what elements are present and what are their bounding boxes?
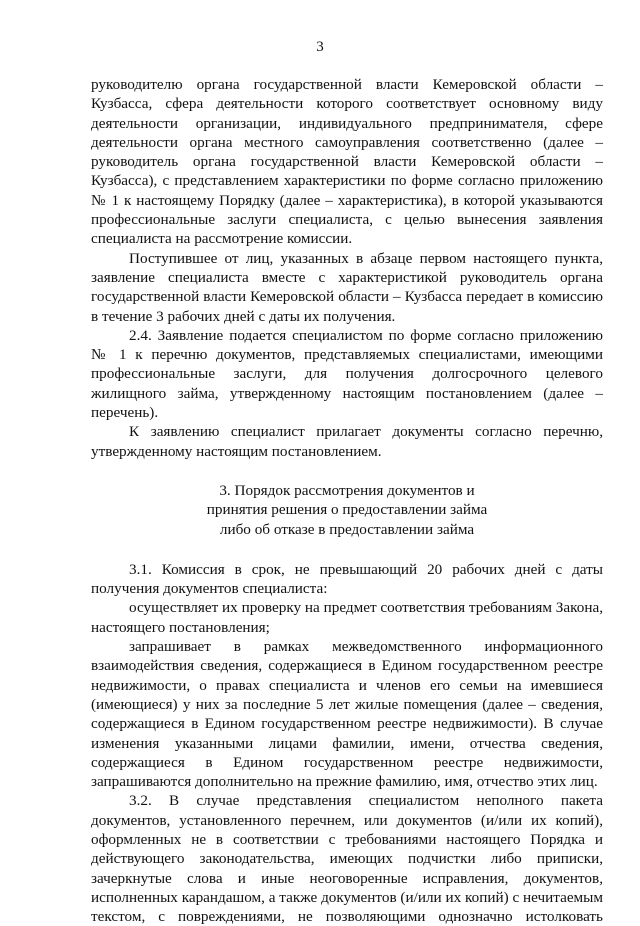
paragraph-2-4: 2.4. Заявление подается специалистом по форме согласно приложению № 1 к перечню документов, представляемых специалистами, имеющими профессиональные заслуги, для получения долгосрочного целевого жилищного займа, утвержденному настоящим постановлением (далее – перечень). <box>91 326 603 422</box>
paragraph-3-1: 3.1. Комиссия в срок, не превышающий 20 рабочих дней с даты получения документов специалиста: <box>91 560 603 598</box>
paragraph-continuation: руководителю органа государственной власти Кемеровской области – Кузбасса, сфера деятельности которого соответствует основному виду деятельности организации, индивидуального предпринимателя, сфере деятельности органа местного самоуправления соответственно (далее – руководитель органа государственной власти Кемеровской области – Кузбасса), с представлением характеристики по форме согласно приложению № 1 к настоящему Порядку (далее – характеристика), в которой указываются профессиональные заслуги специалиста, с целью вынесения заявления специалиста на рассмотрение комиссии. <box>91 76 603 248</box>
paragraph-3-2: 3.2. В случае представления специалистом неполного пакета документов, установленного перечнем, или документов (и/или их копий), оформленных не в соответствии с требованиями настоящего Порядка и действующего законодательства, имеющих подчистки либо приписки, зачеркнутые слова и иные неоговоренные исправления, документов, исполненных карандашом, а также документов (и/или их копий) с нечитаемым текстом, с повреждениями, не позволяющими однозначно истолковать <box>91 792 603 926</box>
paragraph-verification: осуществляет их проверку на предмет соответствия требованиям Закона, настоящего постановления; <box>91 599 603 636</box>
document-body <box>91 75 603 926</box>
page-number: 3 <box>316 39 324 55</box>
section-heading <box>91 481 603 539</box>
paragraph-registry-request: запрашивает в рамках межведомственного информационного взаимодействия сведения, содержащиеся в Едином государственном реестре недвижимости, о правах специалиста и членов его семьи на имевшиеся (имеющиеся) у них за последние 5 лет жилые помещения (далее – сведения, содержащиеся в Едином государственном реестре недвижимости). В случае изменения указанными лицами фамилии, имени, отчества сведения, содержащиеся в Едином государственном реестре недвижимости, запрашиваются дополнительно на прежние фамилию, имя, отчество этих лиц. <box>91 638 603 791</box>
section-heading-line-1: 3. Порядок рассмотрения документов и <box>219 481 475 499</box>
section-heading-line-2: принятия решения о предоставлении займа <box>206 501 488 519</box>
paragraph-attachments: К заявлению специалист прилагает документы согласно перечню, утвержденному настоящим постановлением. <box>91 423 603 460</box>
paragraph-transfer-to-commission: Поступившее от лиц, указанных в абзаце первом настоящего пункта, заявление специалиста вместе с характеристикой руководитель органа государственной власти Кемеровской области – Кузбасса передает в комиссию в течение 3 рабочих дней с даты их получения. <box>91 249 603 325</box>
section-heading-line-3: либо об отказе в предоставлении займа <box>219 520 475 538</box>
